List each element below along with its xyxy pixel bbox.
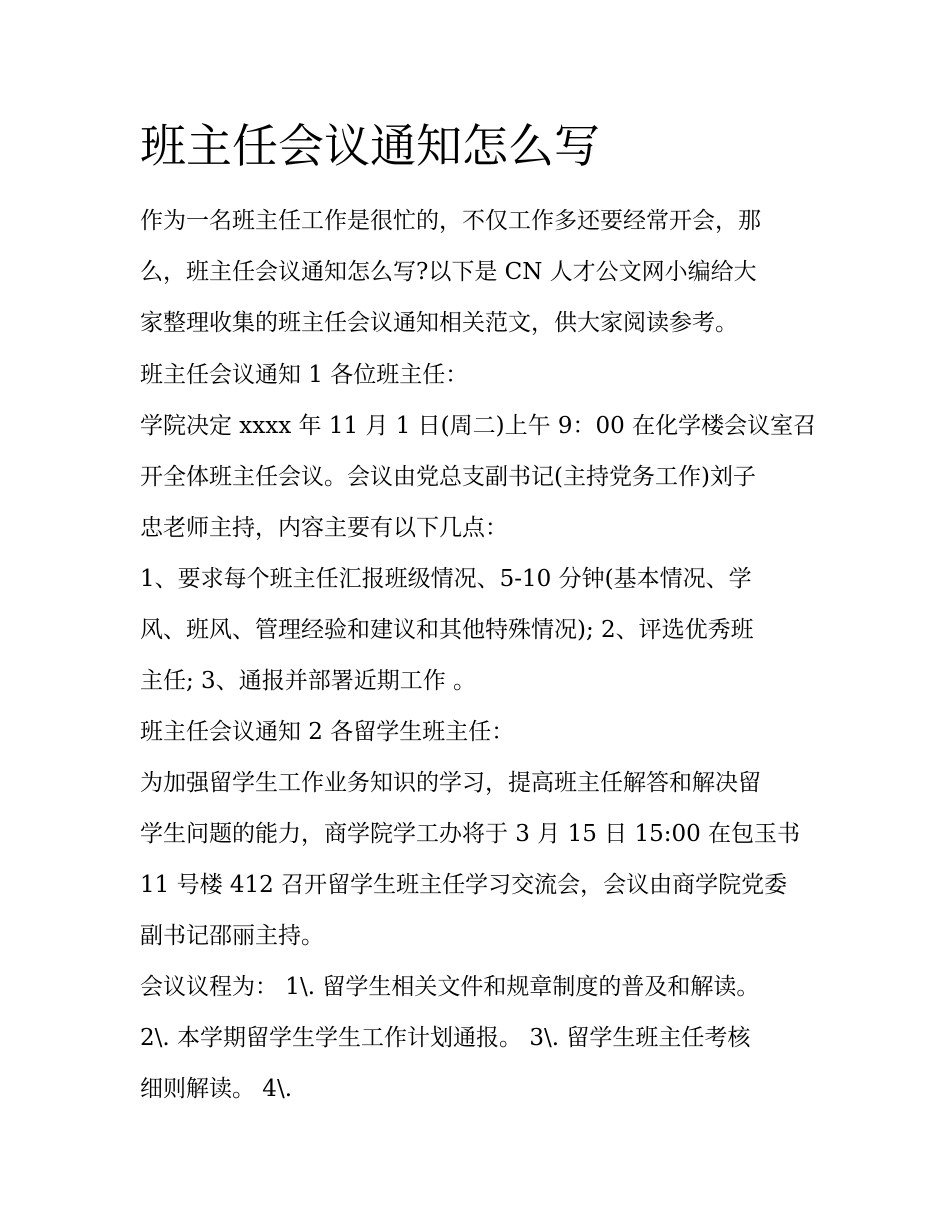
list-item: 风、班风、管理经验和建议和其他特殊情况); 2、评选优秀班	[140, 617, 754, 643]
paragraph-line: 学院决定 xxxx 年 11 月 1 日(周二)上午 9：00 在化学楼会议室召	[140, 413, 817, 439]
agenda-line: 细则解读。 4\.	[140, 1076, 293, 1102]
paragraph-line: 为加强留学生工作业务知识的学习，提高班主任解答和解决留	[140, 770, 761, 796]
paragraph-line: 忠老师主持，内容主要有以下几点：	[140, 515, 508, 541]
paragraph-line: 么，班主任会议通知怎么写?以下是 CN 人才公文网小编给大	[140, 259, 757, 285]
section-heading: 班主任会议通知 1 各位班主任：	[140, 362, 469, 388]
paragraph-line: 家整理收集的班主任会议通知相关范文，供大家阅读参考。	[140, 310, 738, 336]
paragraph-line: 副书记邵丽主持。	[140, 923, 324, 949]
paragraph-line: 学生问题的能力，商学院学工办将于 3 月 15 日 15:00 在包玉书	[140, 821, 801, 847]
agenda-line: 2\. 本学期留学生学生工作计划通报。 3\. 留学生班主任考核	[140, 1025, 751, 1051]
agenda-line: 会议议程为： 1\. 留学生相关文件和规章制度的普及和解读。	[140, 974, 760, 1000]
paragraph-line: 开全体班主任会议。会议由党总支副书记(主持党务工作)刘子	[140, 464, 756, 490]
list-item: 主任; 3、通报并部署近期工作 。	[140, 668, 477, 694]
list-item: 1、要求每个班主任汇报班级情况、5-10 分钟(基本情况、学	[140, 566, 752, 592]
paragraph-line: 作为一名班主任工作是很忙的，不仅工作多还要经常开会，那	[140, 208, 761, 234]
paragraph-line: 11 号楼 412 召开留学生班主任学习交流会，会议由商学院党委	[140, 872, 788, 898]
section-heading: 班主任会议通知 2 各留学生班主任：	[140, 719, 515, 745]
document-title: 班主任会议通知怎么写	[140, 119, 600, 173]
